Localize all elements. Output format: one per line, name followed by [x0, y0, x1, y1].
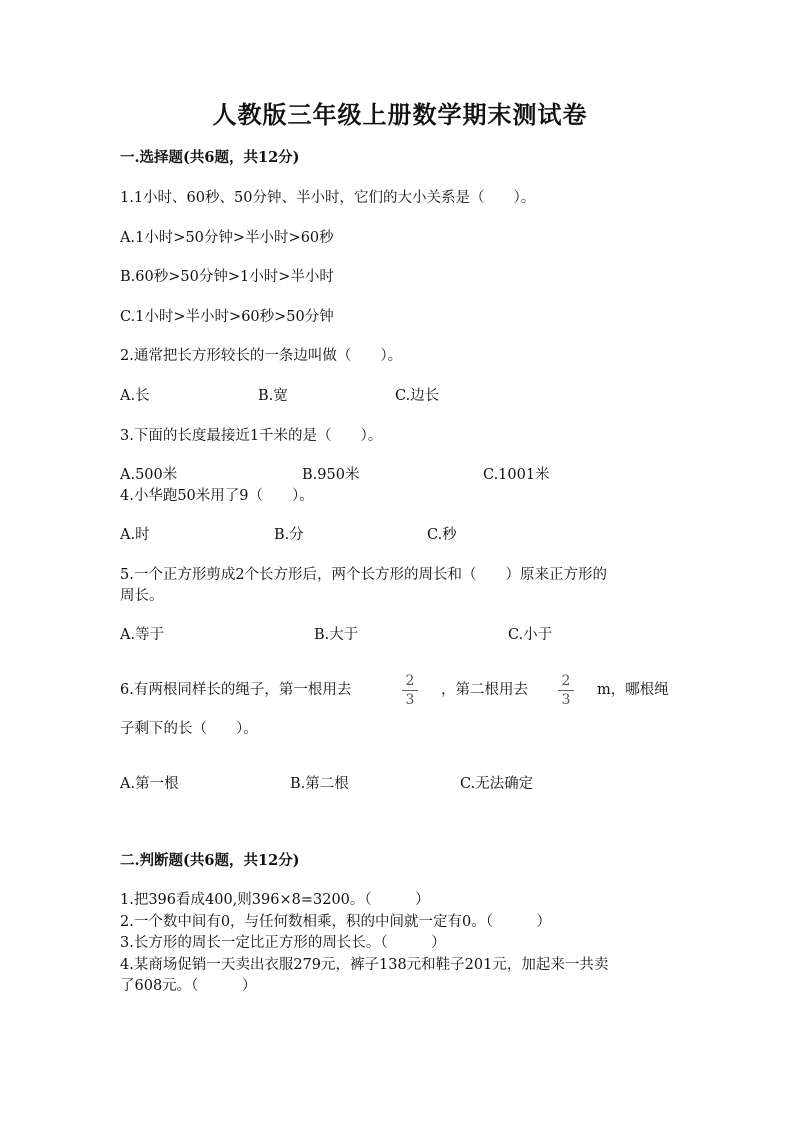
judgement-2: 2.一个数中间有0，与任何数相乘，积的中间就一定有0。（ ） — [120, 914, 552, 930]
question-5-option-a: A.等于 — [120, 627, 165, 643]
question-3-stem: 3.下面的长度最接近1千米的是（ ）。 — [120, 428, 383, 444]
fraction-bar — [402, 690, 418, 691]
fraction-two-thirds-1 — [400, 673, 420, 708]
judgement-3: 3.长方形的周长一定比正方形的周长长。（ ） — [120, 935, 446, 951]
fraction-bar — [558, 690, 574, 691]
question-4-option-a: A.时 — [120, 527, 150, 543]
question-6-option-b: B.第二根 — [290, 776, 349, 792]
fraction-numerator: 2 — [405, 673, 415, 689]
question-3-option-c: C.1001米 — [483, 467, 550, 483]
question-1-option-b: B.60秒>50分钟>1小时>半小时 — [120, 269, 334, 285]
fraction-denominator: 3 — [561, 692, 571, 708]
question-4-option-c: C.秒 — [427, 527, 457, 543]
question-1-stem: 1.1小时、60秒、50分钟、半小时，它们的大小关系是（ ）。 — [120, 190, 536, 206]
question-2-option-b: B.宽 — [258, 388, 288, 404]
page-title: 人教版三年级上册数学期末测试卷 — [212, 100, 588, 129]
question-6-stem-part2: ，第二根用去 — [441, 682, 528, 698]
question-6-stem-part3: m，哪根绳 — [597, 682, 669, 698]
question-1-option-a: A.1小时>50分钟>半小时>60秒 — [120, 230, 334, 246]
judgement-4-line2: 了608元。（ ） — [120, 978, 257, 994]
question-4-option-b: B.分 — [274, 527, 304, 543]
question-3-option-b: B.950米 — [302, 467, 360, 483]
judgement-1: 1.把396看成400,则396×8=3200。（ ） — [120, 892, 430, 908]
question-2-option-c: C.边长 — [395, 388, 440, 404]
question-5-stem-line1: 5.一个正方形剪成2个长方形后，两个长方形的周长和（ ）原来正方形的 — [120, 567, 608, 583]
judgement-4-line1: 4.某商场促销一天卖出衣服279元，裤子138元和鞋子201元，加起来一共卖 — [120, 957, 609, 973]
question-4-stem: 4.小华跑50米用了9（ ）。 — [120, 488, 314, 504]
question-6-option-a: A.第一根 — [120, 776, 179, 792]
question-5-stem-line2: 周长。 — [120, 588, 164, 604]
fraction-two-thirds-2 — [556, 673, 576, 708]
question-6-option-c: C.无法确定 — [460, 776, 534, 792]
section-heading-judgement: 二.判断题(共6题，共12分) — [120, 852, 300, 869]
question-2-stem: 2.通常把长方形较长的一条边叫做（ ）。 — [120, 348, 403, 364]
question-2-option-a: A.长 — [120, 388, 150, 404]
fraction-numerator: 2 — [561, 673, 571, 689]
question-1-option-c: C.1小时>半小时>60秒>50分钟 — [120, 309, 334, 325]
question-5-option-c: C.小于 — [508, 627, 553, 643]
fraction-denominator: 3 — [405, 692, 415, 708]
question-6-stem-line2: 子剩下的长（ ）。 — [120, 721, 258, 737]
question-5-option-b: B.大于 — [314, 627, 359, 643]
question-3-option-a: A.500米 — [120, 467, 178, 483]
section-heading-choice: 一.选择题(共6题，共12分) — [120, 149, 300, 166]
question-6-stem-part1: 6.有两根同样长的绳子，第一根用去 — [120, 682, 352, 698]
